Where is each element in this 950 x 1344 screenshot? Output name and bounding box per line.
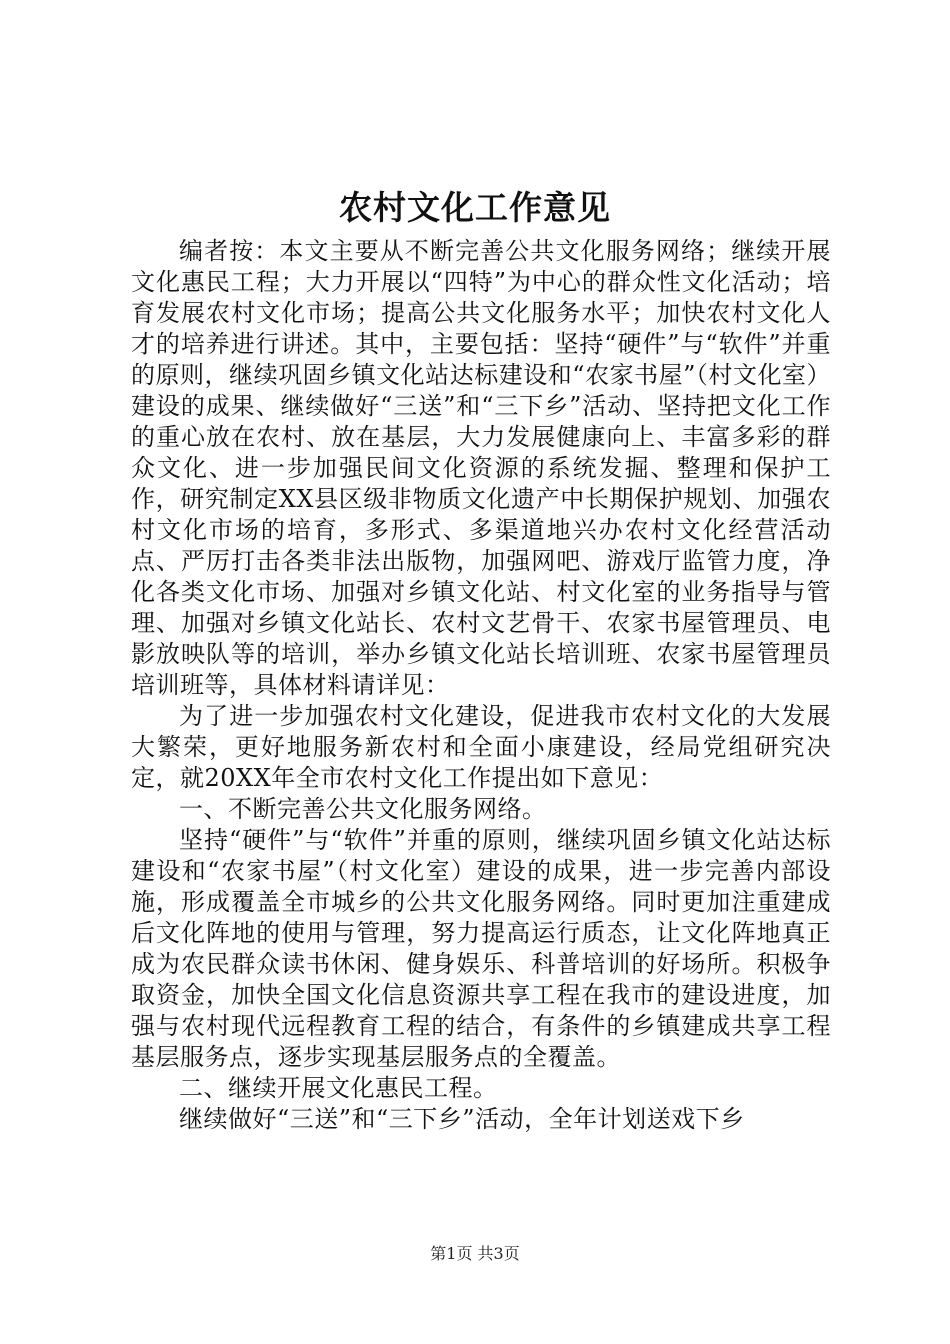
- document-title: 农村文化工作意见: [339, 188, 611, 227]
- editor-note-paragraph: 编者按：本文主要从不断完善公共文化服务网络；继续开展文化惠民工程；大力开展以“四特”为中心的群众性文化活动；培育发展农村文化市场；提高公共文化服务水平；加快农村文化人才的培养进行讲述。其中，主要包括：坚持“硬件”与“软件”并重的原则，继续巩固乡镇文化站达标建设和“农家书屋”（村文化室）建设的成果、继续做好“三送”和“三下乡”活动、坚持把文化工作的重心放在农村、放在基层，大力发展健康向上、丰富多彩的群众文化、进一步加强民间文化资源的系统发掘、整理和保护工作，研究制定XX县区级非物质文化遗产中长期保护规划、加强农村文化市场的培育，多形式、多渠道地兴办农村文化经营活动点、严厉打击各类非法出版物，加强网吧、游戏厅监管力度，净化各类文化市场、加强对乡镇文化站、村文化室的业务指导与管理、加强对乡镇文化站长、农村文艺骨干、农家书屋管理员、电影放映队等的培训，举办乡镇文化站长培训班、农家书屋管理员培训班等，具体材料请详见：: [131, 237, 831, 699]
- page-number-footer: 第1页 共3页: [430, 1244, 520, 1263]
- section-heading-2: 二、继续开展文化惠民工程。: [179, 1074, 498, 1102]
- section-1-paragraph: 坚持“硬件”与“软件”并重的原则，继续巩固乡镇文化站达标建设和“农家书屋”（村文化室）建设的成果，进一步完善内部设施，形成覆盖全市城乡的公共文化服务网络。同时更加注重建成后文化阵地的使用与管理，努力提高运行质态，让文化阵地真正成为农民群众读书休闲、健身娱乐、科普培训的好场所。积极争取资金，加快全国文化信息资源共享工程在我市的建设进度，加强与农村现代远程教育工程的结合，有条件的乡镇建成共享工程基层服务点，逐步实现基层服务点的全覆盖。: [131, 826, 831, 1071]
- section-heading-1: 一、不断完善公共文化服务网络。: [179, 795, 547, 823]
- document-body: [131, 236, 831, 1135]
- intro-paragraph: 为了进一步加强农村文化建设，促进我市农村文化的大发展大繁荣，更好地服务新农村和全面小康建设，经局党组研究决定，就20XX年全市农村文化工作提出如下意见：: [131, 702, 831, 792]
- section-2-paragraph: 继续做好“三送”和“三下乡”活动，全年计划送戏下乡: [179, 1105, 745, 1133]
